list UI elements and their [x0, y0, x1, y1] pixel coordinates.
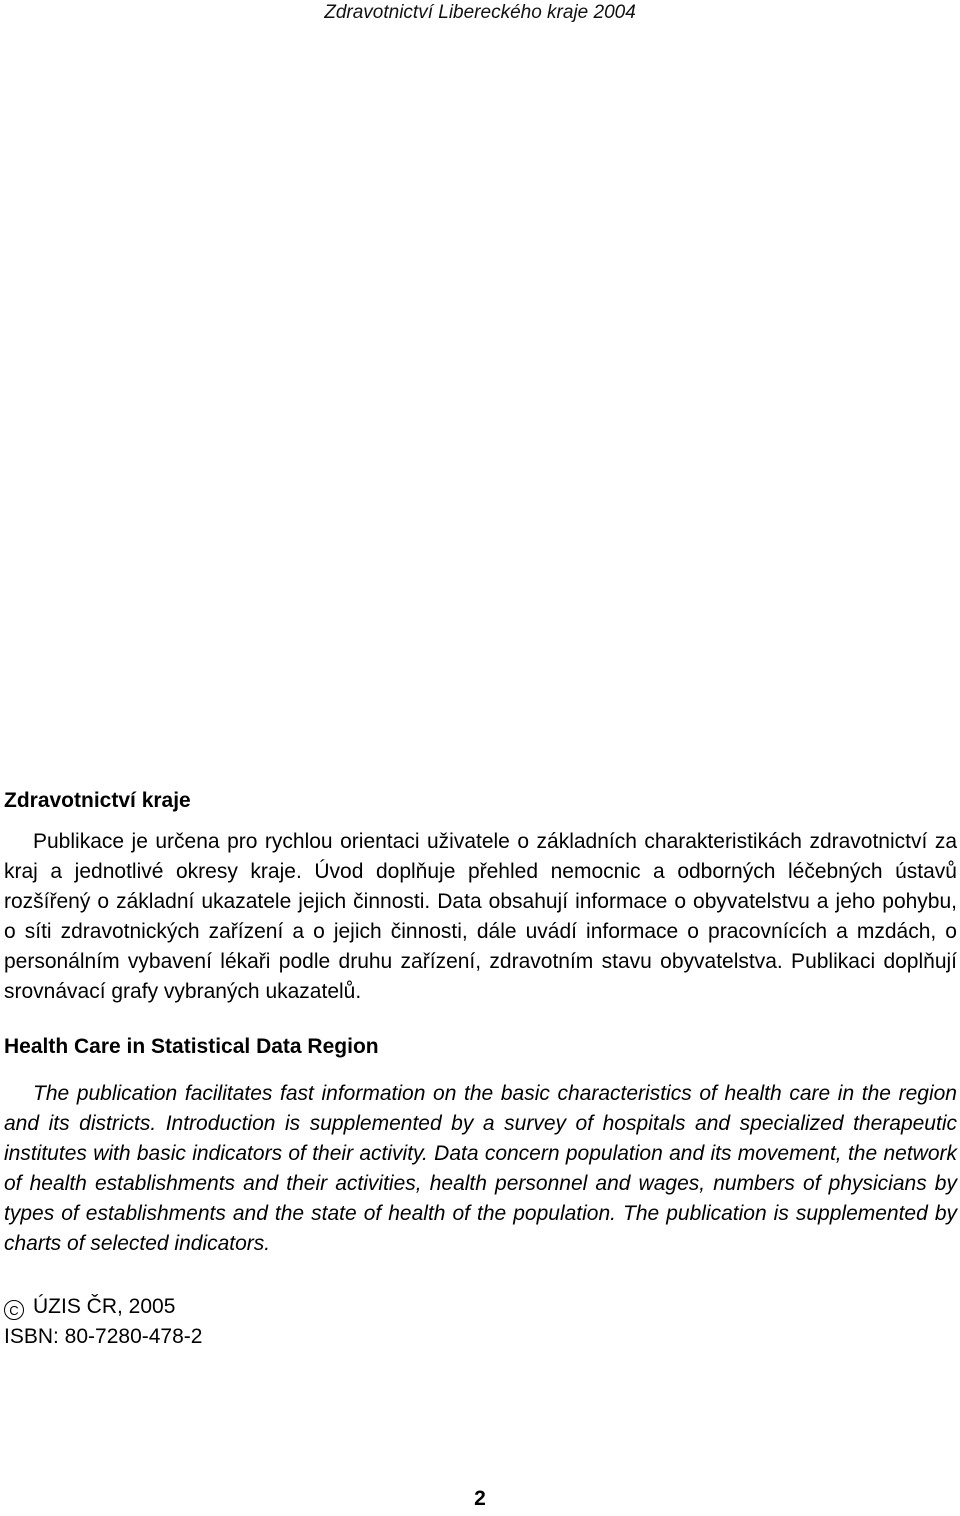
- copyright-icon: C: [4, 1300, 24, 1320]
- page-number: 2: [474, 1487, 486, 1510]
- english-abstract-paragraph: The publication facilitates fast information on the basic characteristics of health care in the region and its districts. Introduction is supplemented by a survey of hospitals and specialized therapeutic institutes with basic indicators of their activity. Data concern population and its movement, the network of health establishments and their activities, health personnel and wages, numbers of physicians by types of establishments and the state of health of the population. The publication is supplemented by charts of selected indicators.: [4, 1082, 957, 1255]
- isbn-text: ISBN: 80-7280-478-2: [4, 1325, 203, 1348]
- czech-abstract-paragraph: Publikace je určena pro rychlou orientaci uživatele o základních charakteristikách zdravotnictví za kraj a jednotlivé okresy kraje. Úvod doplňuje přehled nemocnic a odborných léčebných ústavů rozšířený o základní ukazatele jejich činnosti. Data obsahují informace o obyvatelstvu a jeho pohybu, o síti zdravotnických zařízení a o jejich činnosti, dále uvádí informace o pracovnících a mzdách, o personálním vybavení lékaři podle druhu zařízení, zdravotním stavu obyvatelstva. Publikaci doplňují srovnávací grafy vybraných ukazatelů.: [4, 830, 957, 1003]
- running-header: Zdravotnictví Libereckého kraje 2004: [324, 2, 636, 23]
- copyright-text: ÚZIS ČR, 2005: [33, 1295, 176, 1318]
- czech-section-heading: Zdravotnictví kraje: [4, 789, 191, 812]
- colophon: [4, 1292, 957, 1352]
- english-section-heading: Health Care in Statistical Data Region: [4, 1035, 379, 1058]
- copyright-line: [4, 1292, 957, 1322]
- page-content: [4, 787, 957, 1352]
